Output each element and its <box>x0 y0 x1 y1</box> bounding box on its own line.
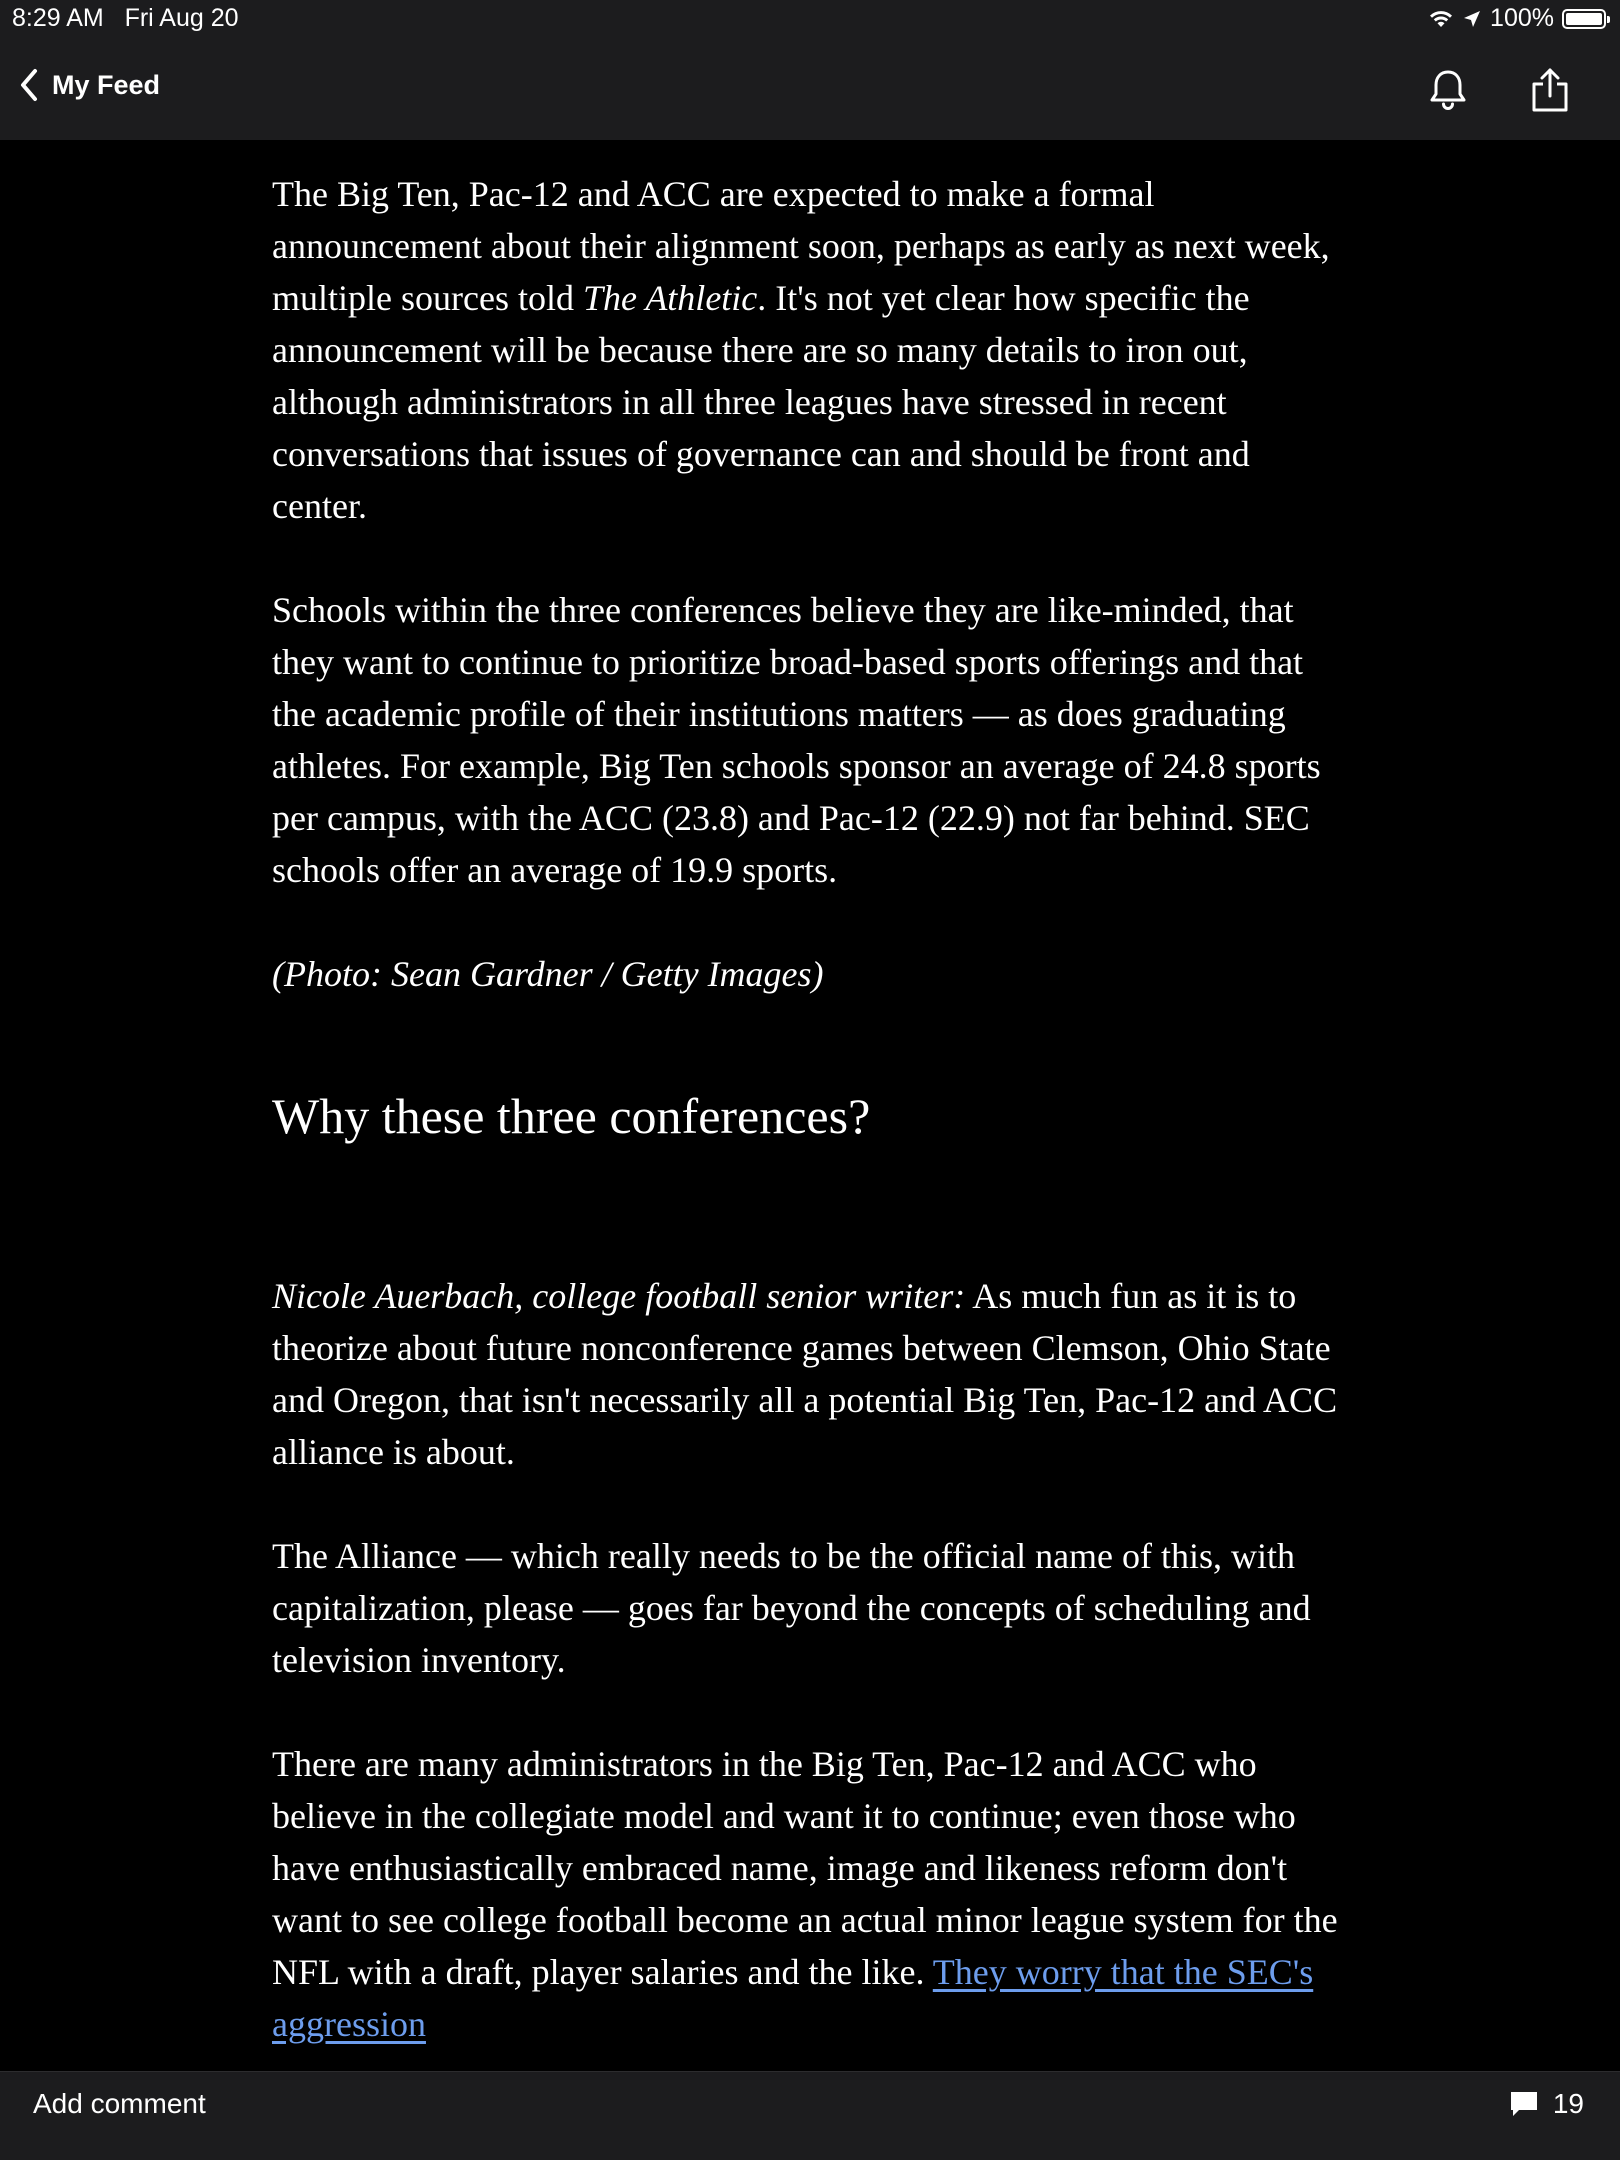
paragraph-text: As much fun as it is to theorize about future nonconference games between Clemson, Ohio State and Oregon, that isn't necessarily all a potential Big Ten, Pac-12 and ACC alliance is about. <box>272 1276 1338 1472</box>
photo-credit <box>272 948 1352 1000</box>
status-date: Fri Aug 20 <box>124 4 239 32</box>
status-bar-time <box>12 4 239 33</box>
bell-icon[interactable] <box>1424 66 1472 114</box>
author-byline: Nicole Auerbach, college football senior writer: <box>272 1276 966 1316</box>
battery-percentage: 100% <box>1490 4 1554 32</box>
article-paragraph <box>272 1270 1352 1478</box>
status-time: 8:29 AM <box>12 4 104 32</box>
bottom-bar <box>0 2071 1620 2160</box>
back-button[interactable] <box>18 68 160 102</box>
article-paragraph <box>272 168 1352 532</box>
paragraph-text: There are many administrators in the Big Ten, Pac-12 and ACC who believe in the collegiate model and want it to continue; even those who have enthusiastically embraced name, image and likeness reform don't want to see college football become an actual minor league system for the NFL with a draft, player salaries and the like. <box>272 1744 1338 1992</box>
share-icon[interactable] <box>1526 66 1574 114</box>
paragraph-text: . It's not yet clear how specific the announcement will be because there are so many details to iron out, although administrators in all three leagues have stressed in recent conversations that issues of governance can and should be front and center. <box>272 278 1250 526</box>
back-button-label: My Feed <box>52 69 161 100</box>
photo-credit-text: (Photo: Sean Gardner / Getty Images) <box>272 954 824 994</box>
article-paragraph: The Alliance — which really needs to be the official name of this, with capitalization, please — goes far beyond the concepts of scheduling and television inventory. <box>272 1536 1311 1680</box>
article-paragraph: Schools within the three conferences believe they are like-minded, that they want to continue to prioritize broad-based sports offerings and that the academic profile of their institutions matters — as does graduating athletes. For example, Big Ten schools sponsor an average of 24.8 sports per campus, with the ACC (23.8) and Pac-12 (22.9) not far behind. SEC schools offer an average of 19.9 sports. <box>272 590 1321 890</box>
paragraph-text: The Big Ten, Pac-12 and ACC are expected to make a formal announcement about their alignment soon, perhaps as early as next week, multiple sources told <box>272 174 1330 318</box>
article-paragraph <box>272 1738 1352 2050</box>
chevron-left-icon <box>18 68 40 102</box>
status-bar-right <box>1428 4 1606 33</box>
publication-name: The Athletic <box>582 278 758 318</box>
top-bar <box>0 0 1620 140</box>
article-body <box>272 168 1352 2102</box>
battery-level-fill <box>1566 13 1602 25</box>
add-comment-button[interactable]: Add comment <box>33 2088 206 2119</box>
location-arrow-icon <box>1462 9 1482 29</box>
comment-bubble-icon <box>1509 2090 1539 2118</box>
section-heading: Why these three conferences? <box>272 1088 871 1144</box>
wifi-icon <box>1428 9 1454 29</box>
comments-button[interactable] <box>1509 2088 1584 2120</box>
inline-article-link[interactable]: They worry that the SEC's aggression <box>272 1952 1314 2044</box>
comment-count: 19 <box>1552 2088 1584 2119</box>
battery-icon <box>1562 9 1606 29</box>
